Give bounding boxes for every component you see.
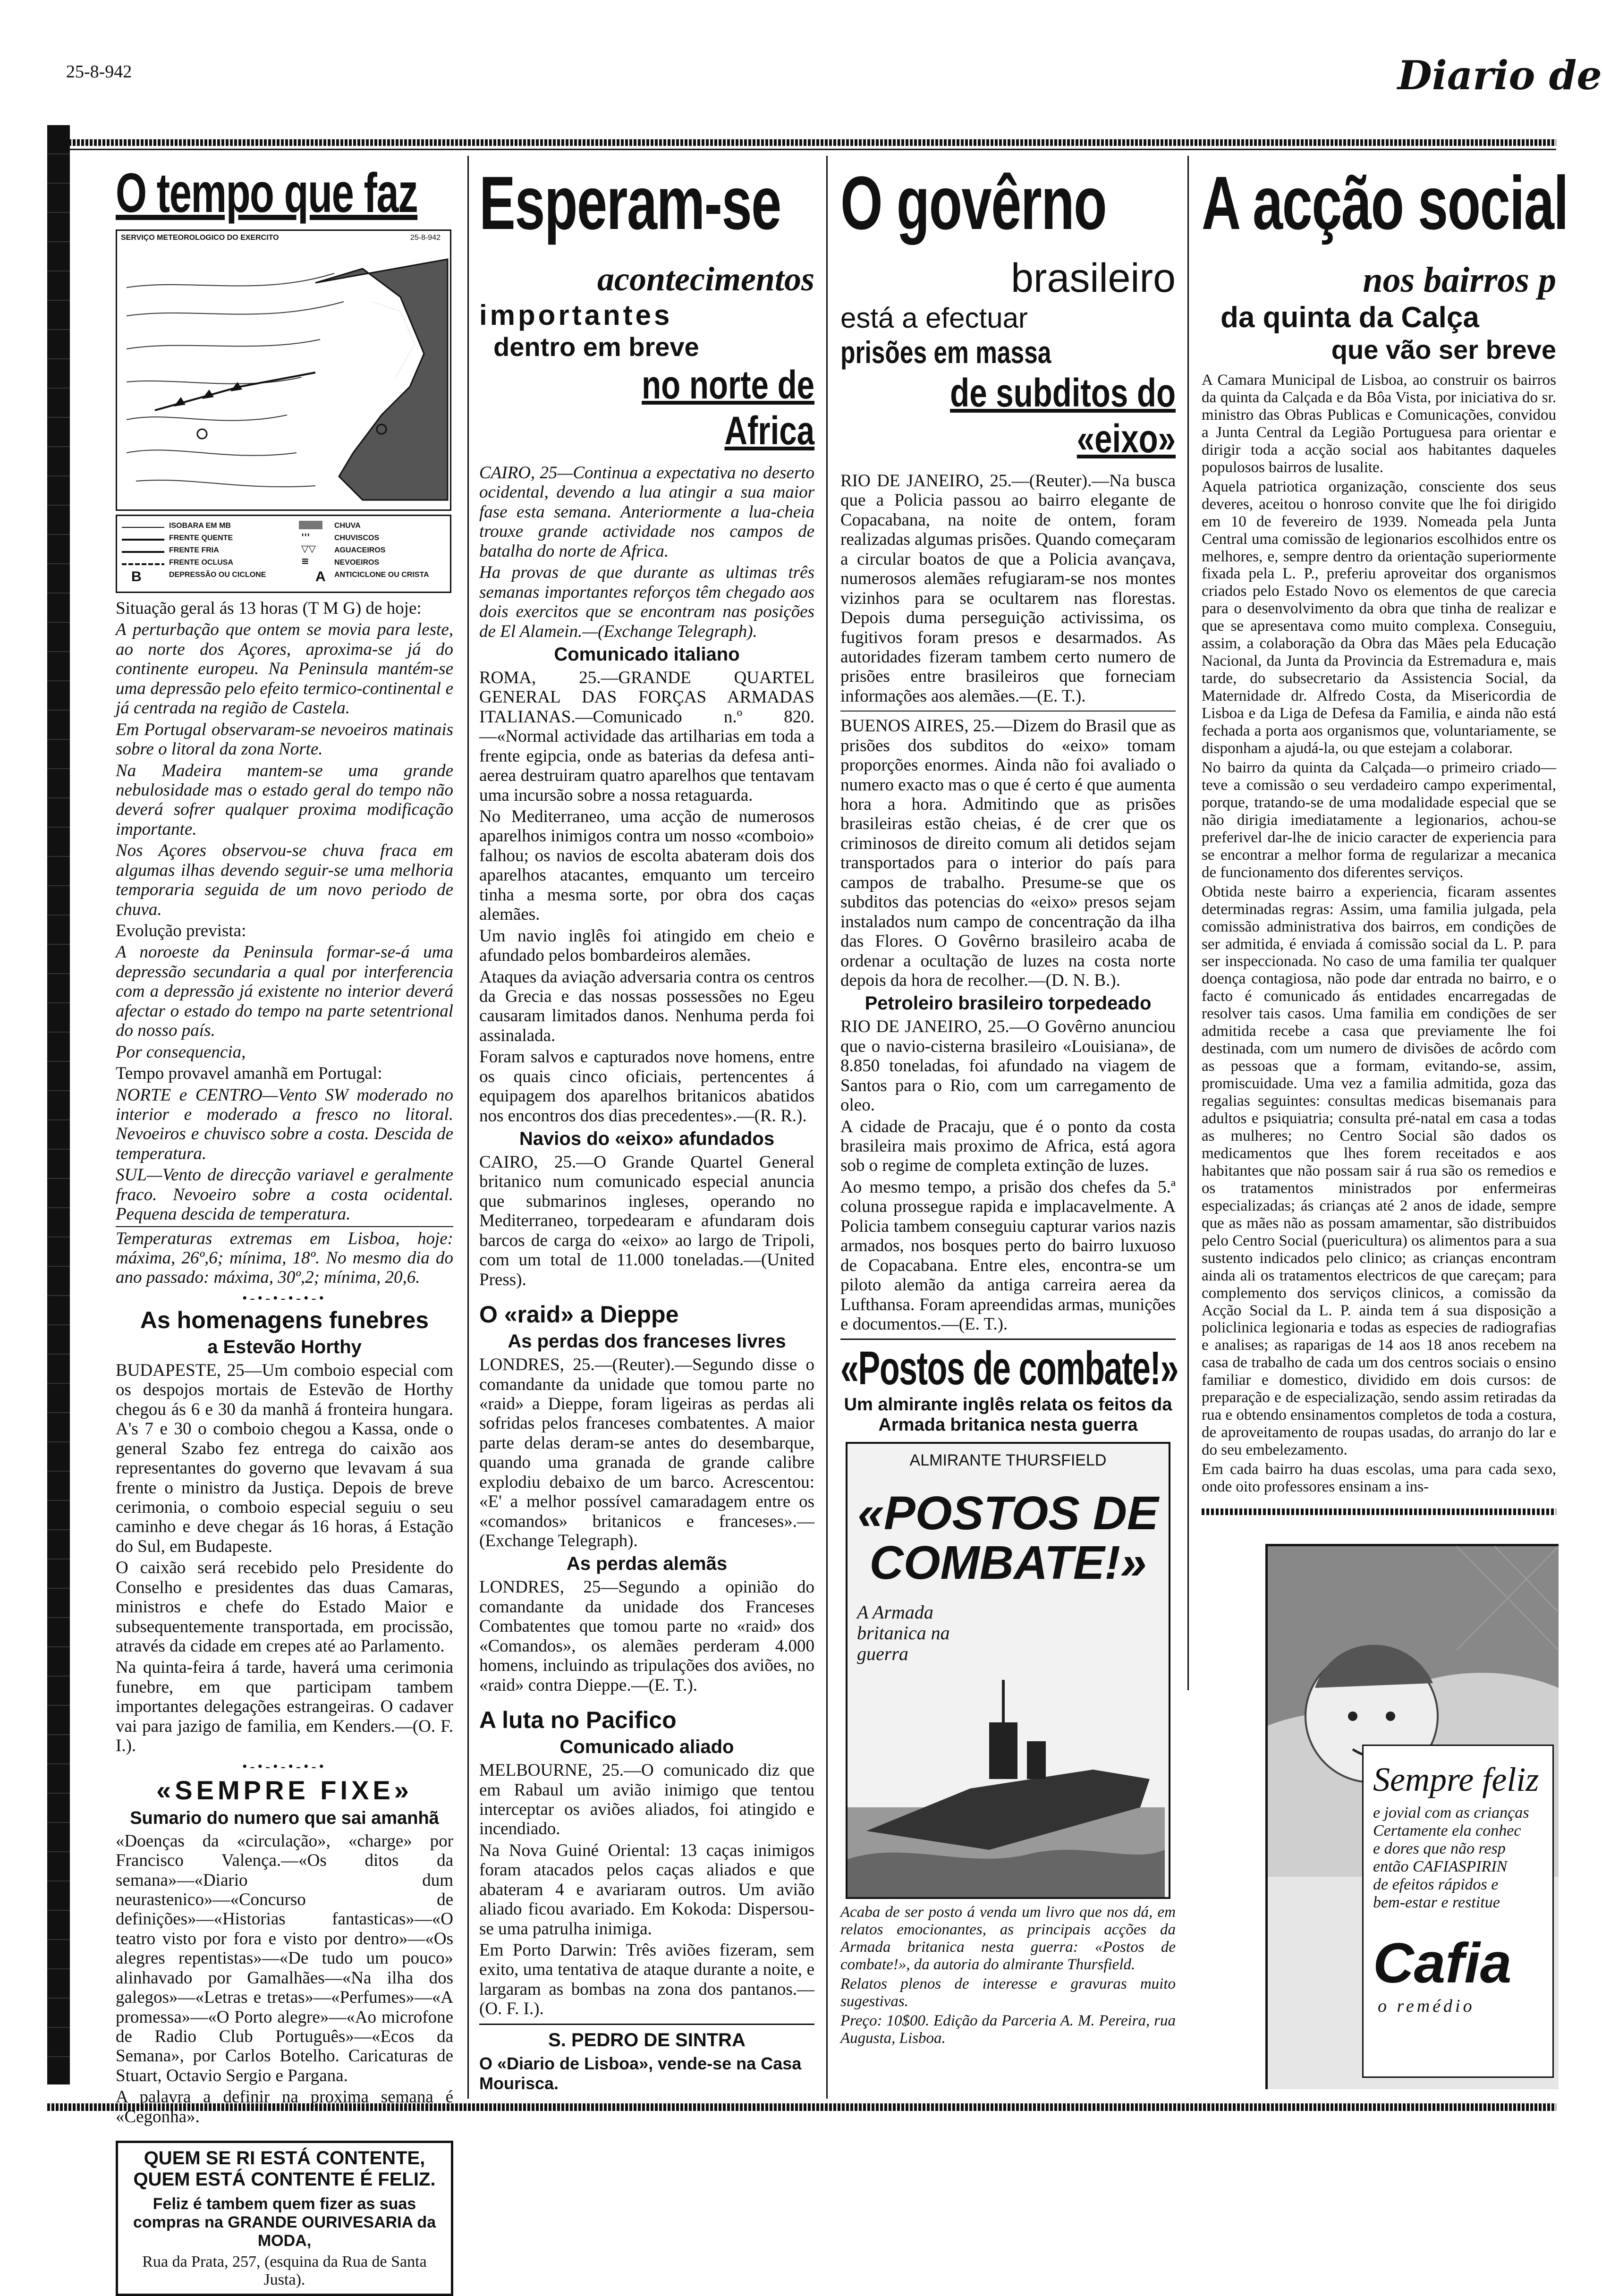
- brasil-subtitle: prisões em massa: [840, 335, 1051, 370]
- social-subtitle: nos bairros p: [1363, 260, 1556, 300]
- sintra-title: S. PEDRO DE SINTRA: [548, 2029, 746, 2050]
- legend-item: ISOBARA EM MB: [169, 522, 231, 530]
- legend-item: AGUACEIROS: [334, 546, 386, 554]
- column-weather: [116, 156, 453, 2289]
- petroleiro-title: Petroleiro brasileiro torpedeado: [865, 993, 1152, 1014]
- column-social: [1202, 156, 1568, 1516]
- postos-subtitle: Um almirante inglês relata os feitos da Armada britanica nesta guerra: [844, 1395, 1172, 1435]
- italian-communique-title: Comunicado italiano: [554, 644, 740, 665]
- italian-paragraph: Um navio inglês foi atingido em cheio e afundado pelos bombardeiros alemães.: [479, 926, 814, 966]
- postos-book-poster: [846, 1442, 1170, 1899]
- dieppe-alemas-paragraph: LONDRES, 25—Segundo a opinião do comandante da unidade dos Franceses Combatentes que tomou parte no «raid» dos «Comandos», os alemães perderam 4.000 homens, incluindo as tripulações dos aviões, no «raid» contra Dieppe.—(E. T.).: [479, 1577, 814, 1695]
- legend-item: FRENTE FRIA: [169, 546, 219, 554]
- weather-map-drawing: [117, 231, 450, 509]
- weather-paragraph: SUL—Vento de direcção variavel e geralmente fraco. Nevoeiro sobre a costa ocidental. Pequena descida de temperatura.: [116, 1165, 453, 1224]
- petroleiro-paragraph: RIO DE JANEIRO, 25.—O Govêrno anunciou que o navio-cisterna brasileiro «Louisiana», de 8.850 toneladas, foi afundado na viagem de Santos para o Rio, com um carregamento de oleo.: [840, 1017, 1176, 1115]
- horthy-title: As homenagens funebres: [140, 1306, 429, 1333]
- sempre-fixe-paragraph: A palavra a definir na proxima semana é «Cegonha».: [116, 2087, 453, 2127]
- sempre-fixe-subtitle: Sumario do numero que sai amanhã: [130, 1808, 439, 1828]
- sintra-text: O «Diario de Lisboa», vende-se na Casa Mourisca.: [479, 2053, 802, 2093]
- svg-text:▽▽: ▽▽: [301, 543, 316, 554]
- weather-paragraph: Situação geral ás 13 horas (T M G) de hoje:: [116, 599, 422, 618]
- cafiaspirina-line: bem-estar e restitue: [1373, 1894, 1500, 1911]
- africa-paragraph: Ha provas de que durante as ultimas três semanas importantes reforços têm chegado aos dois exercitos que se encontram nas posições de El Alamein.—(Exchange Telegraph).: [479, 563, 814, 641]
- africa-title: Esperam-se: [479, 161, 781, 245]
- weather-paragraph: Por consequencia,: [116, 1042, 246, 1062]
- pacifico-paragraph: Em Porto Darwin: Três aviões fizeram, sem exito, uma tentativa de ataque durante a noite, e largaram as bombas na zona dos pantanos.—(O. F. I.).: [479, 1940, 814, 2019]
- cafiaspirina-text-panel: [1362, 1745, 1554, 2078]
- sintra-notice: [479, 2024, 814, 2093]
- postos-title: «Postos de combate!»: [840, 1342, 1178, 1395]
- africa-subtitle: dentro em breve: [493, 332, 699, 362]
- weather-paragraph: Tempo provavel amanhã em Portugal:: [116, 1064, 382, 1084]
- ornament-divider: •-•-•-•-•-•: [242, 1758, 327, 1774]
- ad-line: Feliz é tambem quem fizer as suas compras na GRANDE OURIVESARIA da MODA,: [133, 2195, 436, 2250]
- legend-item: NEVOEIROS: [334, 559, 380, 567]
- top-rule: [47, 139, 1556, 146]
- column-rule: [1187, 156, 1189, 1690]
- poster-author: ALMIRANTE THURSFIELD: [909, 1451, 1107, 1470]
- cafiaspirina-line: e jovial com as crianças: [1373, 1804, 1529, 1822]
- page-date: 25-8-942: [66, 62, 132, 82]
- weather-paragraph: Evolução prevista:: [116, 921, 246, 940]
- ornament-divider: •-•-•-•-•-•: [242, 1290, 327, 1306]
- postos-price: Preço: 10$00. Edição da Parceria A. M. Pereira, rua Augusta, Lisboa.: [840, 2012, 1176, 2047]
- legend-letter-b: B: [131, 569, 142, 585]
- legend-weather-symbols: [297, 520, 330, 572]
- poster-subtitle: A Armada britanica na guerra: [857, 1601, 950, 1665]
- cafiaspirina-script: Sempre feliz: [1373, 1761, 1539, 1798]
- social-paragraph: A Camara Municipal de Lisboa, ao construir os bairros da quinta da Calçada e da Bôa Vista, por iniciativa do sr. ministro das Obras Publicas e Comunicações, convidou a Junta Central da Legião Portuguesa para orientar e dirigir toda a acção social aos habitantes daqueles populosos bairros de lusalite.: [1202, 372, 1556, 476]
- left-margin-bar: [47, 125, 70, 2084]
- pacifico-paragraph: MELBOURNE, 25.—O comunicado diz que em Rabaul um avião inimigo que tentou interceptar os aviões aliados, foi atingido e incendiado.: [479, 1761, 814, 1839]
- weather-paragraph: NORTE e CENTRO—Vento SW moderado no interior e moderado a fresco no litoral. Nevoeiros e chuvisco sobre a costa. Descida de temperatura.: [116, 1085, 453, 1163]
- newspaper-name: Diario de: [1398, 52, 1602, 99]
- section-rule: [1202, 1508, 1556, 1515]
- pacifico-subtitle: Comunicado aliado: [559, 1737, 734, 1758]
- dieppe-title: O «raid» a Dieppe: [479, 1301, 679, 1328]
- africa-paragraph: CAIRO, 25—Continua a expectativa no deserto ocidental, devendo a lua atingir a sua maior fase esta semana. Anteriormente a lua-cheia trouxe grande actividade nos campos de batalha do norte de Africa.: [479, 463, 814, 561]
- map-date: 25-8-942: [410, 234, 441, 242]
- postos-section: [840, 1339, 1176, 2047]
- map-legend: [116, 515, 451, 593]
- legend-item: DEPRESSÃO OU CICLONE: [169, 571, 266, 579]
- petroleiro-paragraph: A cidade de Pracaju, que é o ponto da costa brasileira mais proximo de Africa, está agora sob o regime de completa extinção de luzes.: [840, 1117, 1176, 1176]
- navios-paragraph: CAIRO, 25.—O Grande Quartel General britanico num comunicado especial anuncia que submarinos ingleses, operando no Mediterraneo, torpedearam e afundaram dois barcos de carga do «eixo» ao largo de Tripoli, com um total de 11.000 toneladas.—(United Press).: [479, 1152, 814, 1289]
- weather-map: [116, 229, 451, 511]
- social-title: A acção social: [1202, 161, 1568, 245]
- brasil-subtitle: está a efectuar: [840, 302, 1028, 334]
- sempre-fixe-title: «SEMPRE FIXE»: [156, 1775, 413, 1805]
- brasil-paragraph: RIO DE JANEIRO, 25.—(Reuter).—Na busca que a Policia passou ao bairro elegante de Copacabana, na noite de ontem, foram realizadas algumas prisões. Quando começaram a circular boatos de que a Policia avançava, numerosos alemães refugiaram-se nos montes vizinhos para se ocultarem nas florestas. Depois duma perseguição activissima, os fugitivos foram presos e desarmados. As autoridades fizeram tambem certo numero de prisões entre brasileiros que forneciam informações aos alemães.—(E. T.).: [840, 471, 1176, 706]
- legend-item: CHUVA: [334, 522, 361, 530]
- ad-line: QUEM ESTÁ CONTENTE É FELIZ.: [133, 2169, 436, 2190]
- sempre-fixe-paragraph: «Doenças da «circulação», «charge» por Francisco Valença.—«Os ditos da semana»—«Diario dum neurastenico»—«Concurso de definições»—«Historias fantasticas»—«O teatro visto por fora e visto por dentro»—«Os alegres repentistas»—«De tudo um pouco» alinhavado por Gamalhães—«Na ilha dos galegos»—«Letras e tretas»—«Perfumes»—«A promessa»—«O Porto alegre»—«Ao microfone de Radio Club Português»—«Ecos da Semana», por Carlos Botelho. Caricaturas de Stuart, Octavio Sergio e Pargana.: [116, 1831, 453, 2085]
- pacifico-title: A luta no Pacifico: [479, 1707, 677, 1734]
- postos-caption: Acaba de ser posto á venda um livro que nos dá, em relatos emocionantes, as principais acções da Armada britanica nesta guerra: «Postos de combate!», da autoria do almirante Thursfield.: [840, 1904, 1176, 1974]
- svg-text:≡: ≡: [301, 555, 309, 567]
- legend-item: ANTICICLONE OU CRISTA: [334, 571, 429, 579]
- horthy-subtitle: a Estevão Horthy: [207, 1336, 362, 1357]
- horthy-paragraph: O caixão será recebido pelo Presidente do Conselho e presidentes das duas Camaras, ministros e chefe do Estado Maior e subsequentemente transportada, em procissão, através da cidade em crepes até ao Parlamento.: [116, 1558, 453, 1656]
- column-rule: [467, 156, 469, 2099]
- legend-item: FRENTE OCLUSA: [169, 559, 233, 567]
- svg-text:''': ''': [301, 532, 310, 543]
- cafiaspirina-line: e dores que não resp: [1373, 1840, 1506, 1857]
- legend-line-symbols: [122, 521, 167, 587]
- cafiaspirina-line: Certamente ela conhec: [1373, 1822, 1521, 1839]
- column-brasil: [840, 156, 1176, 2101]
- column-africa: [479, 156, 814, 2101]
- weather-title: O tempo que faz: [116, 162, 418, 224]
- poster-title: «POSTOS DE COMBATE!»: [857, 1487, 1159, 1590]
- cafiaspirina-brand: Cafia: [1373, 1932, 1512, 1995]
- legend-item: CHUVISCOS: [334, 534, 380, 542]
- pacifico-paragraph: Na Nova Guiné Oriental: 13 caças inimigos foram atacados pelos caças aliados e que abateram 4 e avariaram outros. Um avião aliado ficou avariado. Em Kokoda: Dispersou-se uma patrulha inimiga.: [479, 1840, 814, 1939]
- dieppe-subtitle: As perdas dos franceses livres: [508, 1331, 786, 1352]
- weather-paragraph: A perturbação que ontem se movia para leste, ao norte dos Açores, aproxima-se já do continente europeu. Na Peninsula mantém-se uma depressão pelo efeito termico-continental e já centrada na região de Castela.: [116, 620, 453, 718]
- legend-item: FRENTE QUENTE: [169, 534, 233, 542]
- horthy-paragraph: BUDAPESTE, 25—Um comboio especial com os despojos mortais de Estevão de Horthy chegou ás 6 e 30 da manhã á fronteira hungara. A's 7 e 30 o comboio chegou a Kassa, onde o general Szabo fez entrega do caixão aos representantes do governo que levavam á sua frente o ministro da Justiça. Depois de breve cerimonia, o comboio especial seguiu o seu caminho e deve chegar ás 16 horas, á Estação do Sul, em Budapeste.: [116, 1360, 453, 1556]
- petroleiro-paragraph: Ao mesmo tempo, a prisão dos chefes da 5.ª coluna prossegue rapida e implacavelmente. A Policia tambem conseguiu capturar varios nazis armados, nos bosques perto do bairro luxuoso de Copacabana. Entre eles, encontra-se um piloto alemão da antiga carreira aerea da Lufthansa. Foram apreendidas armas, munições e documentos.—(E. T.).: [840, 1177, 1176, 1334]
- map-title: SERVIÇO METEOROLOGICO DO EXERCITO: [121, 234, 279, 242]
- ad-line: QUEM SE RI ESTÁ CONTENTE,: [144, 2148, 425, 2169]
- legend-letter-a: A: [315, 569, 326, 585]
- social-subtitle: que vão ser breve: [1331, 335, 1556, 364]
- social-paragraph: Em cada bairro ha duas escolas, uma para cada sexo, onde oito professores ensinam a ins-: [1202, 1461, 1556, 1496]
- weather-paragraph: Nos Açores observou-se chuva fraca em algumas ilhas devendo seguir-se uma melhoria temporaria seguida de um novo periodo de chuva.: [116, 841, 453, 919]
- top-rule-thin: [47, 149, 1556, 150]
- social-paragraph: Obtida neste bairro a experiencia, ficaram assentes determinadas regras: Assim, uma familia julgada, pela comissão administrativa dos bairros, em condições de ser admitida, é enviada á comissão social da L. P. para ser inspeccionada. No caso de uma familia ter qualquer doença contagiosa, não pode dar entrada no bairro, e o facto é comunicado ás entidades encarregadas de resolver tais casos. Uma familia em condições de ser admitida recebe a casa que previamente lhe foi destinada, com um numero de divisões de acôrdo com as pessoas que a formam, evitando-se, assim, promiscuidade. Uma vez a familia admitida, goza das regalias seguintes: consultas medicas bisemanais para adultos e psiquiatria; consulta pré-natal em casa a todas as mulheres; no Centro Social são dados os medicamentos que lhes forem receitados e aos habitantes que não possam sair á rua são os remedios e os tratamentos ministrados por enfermeiras especializadas; ás crianças até 2 anos de idade, sempre que as mães não as possam amamentar, são distribuidos pelo Centro Social (puericultura) os alimentos para a sua sustento indicados pelo clinico; as crianças encontram ainda ali os tratamentos electricos de que careçam; para complemento dos serviços clinicos, a comissão da Acção Social da L. P. ainda tem á sua disposição a policlinica legionaria e todas as especies de radiografias e analises; as raparigas de 14 aos 18 anos recebem na casa de trabalho de cada um dos centros sociais o ensino familiar e domestico, dividido em dois cursos: de preparação e de especialização, sendo assim retiradas da rua e obtendo ensinamentos completos de toda a costura, de aproveitamento de roupas usadas, do arranjo do lar e do seu embelezamento.: [1202, 883, 1556, 1459]
- brasil-title: O govêrno: [840, 161, 1107, 245]
- weather-paragraph: A noroeste da Peninsula formar-se-á uma depressão secundaria a qual por interferencia com a depressão já existente no interior deverá afectar o estado do tempo na parte setentrional do nosso país.: [116, 942, 453, 1041]
- warship-illustration: [848, 1652, 1165, 1897]
- ad-address: Rua da Prata, 257, (esquina da Rua de Santa Justa).: [142, 2253, 427, 2289]
- brasil-paragraph: BUENOS AIRES, 25.—Dizem do Brasil que as prisões dos subditos do «eixo» tomam proporções enormes. Ainda não foi avaliado o numero exacto mas o que é certo é que aumenta hora a hora. Admitindo que as prisões brasileiras estão cheias, é de crer que os criminosos de direito comum ali detidos sejam transportados para o interior do país para campos de trabalho. Presume-se que os subditos das potencias do «eixo» presos sejam instalados num campo de concentração da ilha das Flores. O Govêrno brasileiro acaba de ordenar a ocultação de luzes na costa norte depois da hora de recolher.—(D. N. B.).: [840, 711, 1176, 990]
- italian-paragraph: Foram salvos e capturados nove homens, entre os quais cinco oficiais, pertencentes á equipagem dos aparelhos britanicos abatidos nos encontros dos dias precedentes».—(R. R.).: [479, 1047, 814, 1126]
- italian-paragraph: ROMA, 25.—GRANDE QUARTEL GENERAL DAS FORÇAS ARMADAS ITALIANAS.—Comunicado n.º 820.—«Normal actividade das artilharias em toda a frente egipcia, onde as baterias da defesa anti-aerea destruiram quatro aparelhos que tentavam uma incursão sobre a nossa retaguarda.: [479, 668, 814, 805]
- weather-text: [116, 599, 453, 1288]
- italian-paragraph: No Mediterraneo, uma acção de numerosos aparelhos inimigos contra um nosso «comboio» falhou; os navios de escolta abateram dois dos aparelhos atacantes, emquanto um terceiro tinha a mesma sorte, por obra dos caças alemães.: [479, 807, 814, 924]
- horthy-paragraph: Na quinta-feira á tarde, haverá uma cerimonia funebre, em que participam tambem importantes delegações estrangeiras. O cadaver vai para jazigo de familia, em Kenders.—(O. F. I.).: [116, 1658, 453, 1756]
- column-rule: [826, 156, 828, 2099]
- postos-caption: Relatos plenos de interesse e gravuras muito sugestivas.: [840, 1975, 1176, 2010]
- cafiaspirina-line: de efeitos rápidos e: [1373, 1876, 1499, 1893]
- dieppe-alemas-title: As perdas alemãs: [566, 1553, 728, 1575]
- cafiaspirina-line: então CAFIASPIRIN: [1373, 1858, 1508, 1875]
- brasil-subtitle: de subditos do «eixo»: [950, 371, 1176, 461]
- africa-subtitle: importantes: [479, 299, 673, 331]
- cafiaspirina-tagline: o remédio: [1378, 1996, 1475, 2016]
- weather-temperatures: Temperaturas extremas em Lisboa, hoje: máxima, 26º,6; mínima, 18º. No mesmo dia do ano passado: máxima, 30º,2; mínima, 20,6.: [116, 1226, 453, 1288]
- ourivesaria-ad: [116, 2141, 453, 2296]
- legend-right: [334, 520, 429, 581]
- social-paragraph: Aquela patriotica organização, consciente dos seus deveres, aceitou o honroso convite que lhe foi dirigido em 10 de fevereiro de 1939. Nomeada pela Junta Central uma comissão de legionarios escolhidos entre os melhores, e, sempre dentro da orientação superiormente fixada pela L. P., preferiu aproveitar dos organismos criados pelo Estado Novo os elementos de que carecia para o desenvolvimento da obra que tinha de realizar e que se apresentava como muito complexa. Conseguiu, assim, a colaboração da Obra das Mães pela Educação Nacional, da Junta da Provincia da Estremadura e, mais tarde, do subsecretario da Assistencia Social, da Maternidade dr. Alfredo Costa, da Misericordia de Lisboa e da Liga de Defesa da Familia, e ainda não está fechada a porta aos organismos que, voluntariamente, se disponham a ajudá-la, ou que estejam a colaborar.: [1202, 478, 1556, 757]
- navios-title: Navios do «eixo» afundados: [519, 1128, 775, 1149]
- dieppe-paragraph: LONDRES, 25.—(Reuter).—Segundo disse o comandante da unidade que tomou parte no «raid» a Dieppe, foram ligeiras as perdas ali sofridas pelos franceses combatentes. A maior parte delas deram-se antes do desembarque, quando uma granada de grande calibre explodiu debaixo de um barco. Acrescentou: «E' a melhor possível camaradagem entre os «comandos» britanicos e franceses».—(Exchange Telegraph).: [479, 1355, 814, 1550]
- weather-paragraph: Na Madeira mantem-se uma grande nebulosidade mas o estado geral do tempo não deverá sofrer qualquer proxima modificação importante.: [116, 761, 453, 839]
- brasil-subtitle: brasileiro: [1011, 255, 1176, 301]
- italian-paragraph: Ataques da aviação adversaria contra os centros da Grecia e das nossas possessões no Egeu causaram limitados danos. Nenhuma perda foi assinalada.: [479, 967, 814, 1045]
- weather-paragraph: Em Portugal observaram-se nevoeiros matinais sobre o litoral da zona Norte.: [116, 720, 453, 759]
- africa-subtitle: acontecimentos: [597, 260, 814, 298]
- legend-left: [169, 520, 266, 581]
- social-subtitle: da quinta da Calça: [1221, 301, 1479, 334]
- cafiaspirina-ad: [1265, 1544, 1559, 2089]
- social-paragraph: No bairro da quinta da Calçada—o primeiro criado—teve a comissão o seu verdadeiro campo experimental, porque, tratando-se de uma modalidade especial que se não dirigia imediatamente a legionarios, achou-se preferivel dar-lhe de inicio caracter de experiencia para se encontrar a melhor forma de regularizar a mecanica de funcionamento dos diferentes serviços.: [1202, 759, 1556, 881]
- africa-subtitle: no norte de Africa: [642, 363, 814, 453]
